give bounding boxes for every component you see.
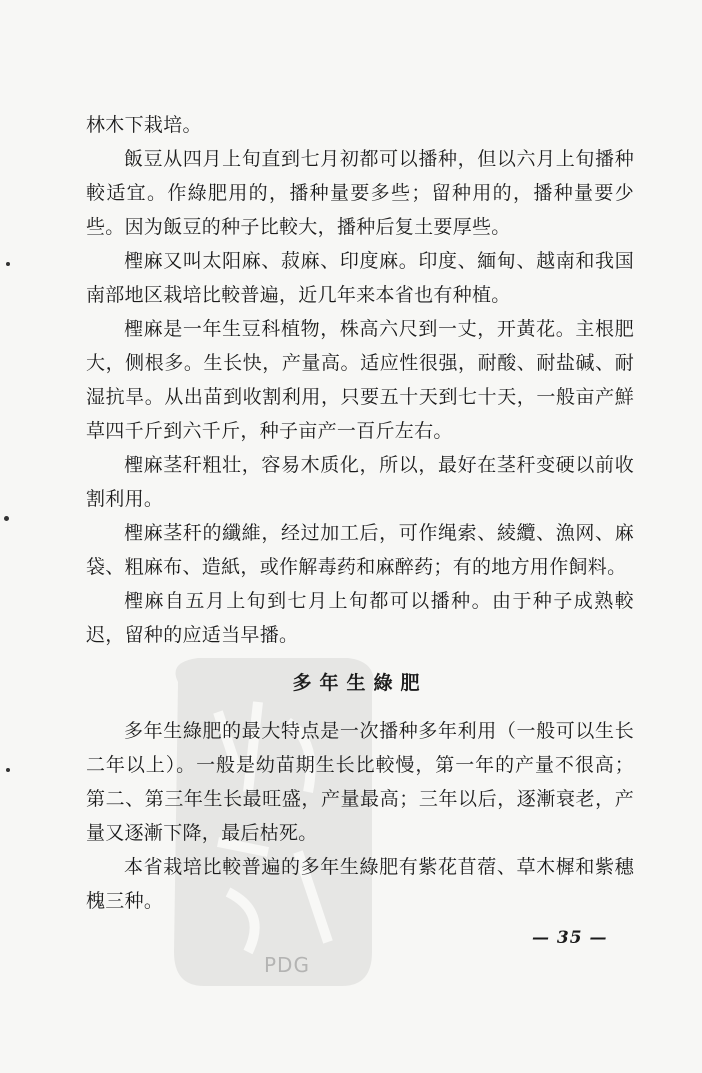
paragraph: 林木下栽培。 — [86, 114, 202, 136]
page-number: — 35 — — [532, 928, 608, 948]
paragraph: 飯豆从四月上旬直到七月初都可以播种，但以六月上旬播种較适宜。作綠肥用的，播种量要多些；留种用的，播种量要少些。因为飯豆的种子比較大，播种后复土要厚些。 — [86, 148, 634, 238]
scan-speck — [6, 768, 10, 772]
paragraph: 檉麻是一年生豆科植物，株高六尺到一丈，开黃花。主根肥大，侧根多。生长快，产量高。适应性很强，耐酸、耐盐碱、耐湿抗旱。从出苗到收割利用，只要五十天到七十天，一般亩产鮮草四千斤到六千斤，种子亩产一百斤左右。 — [86, 318, 634, 442]
section-heading: 多年生綠肥 — [292, 672, 428, 694]
paragraph: 檉麻茎秆粗壮，容易木质化，所以，最好在茎秆变硬以前收割利用。 — [86, 454, 634, 510]
paragraph: 檉麻茎秆的纖維，经过加工后，可作绳索、綾纜、漁网、麻袋、粗麻布、造紙，或作解毒药和麻醉药；有的地方用作飼料。 — [86, 522, 634, 578]
paragraph: 本省栽培比較普遍的多年生綠肥有紫花苜蓿、草木樨和紫穗槐三种。 — [86, 856, 634, 912]
paragraph: 多年生綠肥的最大特点是一次播种多年利用（一般可以生长二年以上）。一般是幼苗期生长比較慢，第一年的产量不很高；第二、第三年生长最旺盛，产量最高；三年以后，逐漸衰老，产量又逐漸下降，最后枯死。 — [86, 720, 634, 844]
watermark-label: PDG — [264, 953, 310, 977]
scan-speck — [4, 516, 9, 521]
paragraph: 檉麻又叫太阳麻、菽麻、印度麻。印度、緬甸、越南和我国南部地区栽培比較普遍，近几年来本省也有种植。 — [86, 250, 634, 306]
scan-speck — [6, 262, 10, 266]
page-body — [86, 108, 634, 918]
paragraph: 檉麻自五月上旬到七月上旬都可以播种。由于种子成熟較迟，留种的应适当早播。 — [86, 590, 634, 646]
